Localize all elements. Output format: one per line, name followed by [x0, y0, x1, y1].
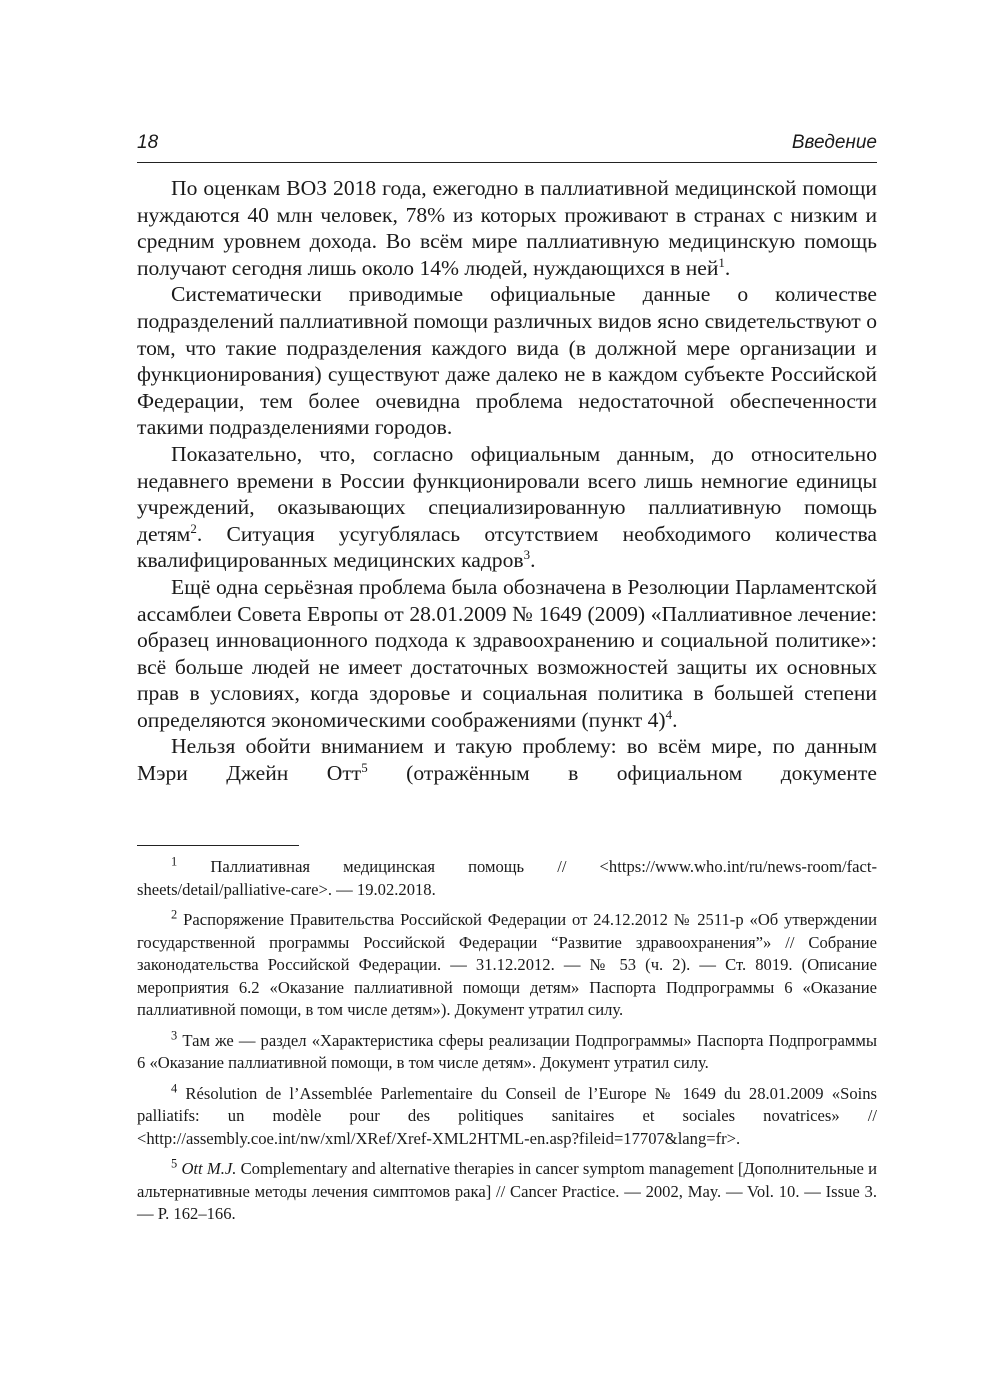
footnote-number: 4	[171, 1080, 178, 1095]
footnote: $^2$ Распоряжение Правительства Российской Федерации от 24.12.2012 № 2511-р «Об утверждении государственной программы Российской Федерации “Развитие здравоохранения”» // Собрание законодательства Российской Федерации. — 31.12.2012. — № 53 (ч. 2). — Ст. 8019. (Описание мероприятия 6.2 «Оказание паллиативной помощи детям» Паспорта Подпрограммы 6 «Оказание паллиативной помощи, в том числе детям»). Документ утратил силу.	[137, 907, 877, 1019]
footnotes	[137, 856, 877, 1234]
footnote: $^4$ Résolution de l’Assemblée Parlementaire du Conseil de l’Europe № 1649 du 28.01.2009 «Soins palliatifs: un modèle pour des politiques sanitaires et sociales novatrices» // <http://assembly.coe.int/nw/xml/XRef/Xref-XML2HTML-en.asp?fileid=17707&lang=fr>.	[137, 1080, 877, 1148]
footnote-ref[interactable]: 5	[361, 759, 368, 775]
footnote-ref[interactable]: 1	[718, 254, 725, 270]
paragraph: Ещё одна серьёзная проблема была обозначена в Резолюции Парламентской ассамблеи Совета Европы от 28.01.2009 № 1649 (2009) «Паллиативное лечение: образец инновационного подхода к здравоохранению и социальной политике»: всё больше людей не имеет достаточных возможностей защиты их основных прав в условиях, когда здоровье и социальная политика в большей степени определяются экономическими соображениями (пункт 4)$^4$.	[137, 574, 877, 732]
footnote-number: 2	[171, 907, 178, 922]
footnote-number: 3	[171, 1027, 178, 1042]
paragraph: Показательно, что, согласно официальным данным, до относительно недавнего времени в России функционировали всего лишь немногие единицы учреждений, оказывающих специализированную паллиативную помощь детям$^2$. Ситуация усугублялась отсутствием необходимого количества квалифицированных медицинских кадров$^3$.	[137, 441, 877, 573]
running-title: Введение	[791, 132, 877, 153]
footnote-number: 5	[171, 1156, 178, 1171]
main-text	[137, 175, 877, 787]
footnote-divider	[137, 845, 299, 846]
footnote-ref[interactable]: 2	[190, 520, 197, 536]
page-header	[137, 128, 877, 163]
footnote: $^1$ Паллиативная медицинская помощь // <https://www.who.int/ru/news-room/fact-sheets/detail/palliative-care>. — 19.02.2018.	[137, 854, 877, 899]
footnote-number: 1	[171, 854, 178, 869]
paragraph: Нельзя обойти вниманием и такую проблему: во всём мире, по данным Мэри Джейн Отт$^5$ (отражённым в официальном документе	[137, 734, 877, 786]
footnote-author: Ott M.J.	[181, 1159, 237, 1178]
footnote: $^5$ Ott M.J. Complementary and alternative therapies in cancer symptom management [Дополнительные и альтернативные методы лечения симптомов рака] // Cancer Practice. — 2002, May. — Vol. 10. — Issue 3. — P. 162–166.	[137, 1156, 878, 1223]
footnote-ref[interactable]: 4	[665, 706, 673, 722]
footnote-ref[interactable]: 3	[523, 547, 531, 563]
page-number: 18	[137, 132, 159, 153]
paragraph: Систематически приводимые официальные данные о количестве подразделений паллиативной помощи различных видов ясно свидетельствуют о том, что такие подразделения каждого вида (в должной мере организации и функционирования) существуют даже далеко не в каждом субъекте Российской Федерации, тем более очевидна проблема недостаточной обеспеченности такими подразделениями городов.	[137, 282, 877, 440]
footnote: $^3$ Там же — раздел «Характеристика сферы реализации Подпрограммы» Паспорта Подпрограммы 6 «Оказание паллиативной помощи, в том числе детям». Документ утратил силу.	[137, 1027, 877, 1072]
paragraph: По оценкам ВОЗ 2018 года, ежегодно в паллиативной медицинской помощи нуждаются 40 млн человек, 78% из которых проживают в странах с низким и средним уровнем дохода. Во всём мире паллиативную медицинскую помощь получают сегодня лишь около 14% людей, нуждающихся в ней$^1$.	[137, 176, 877, 280]
